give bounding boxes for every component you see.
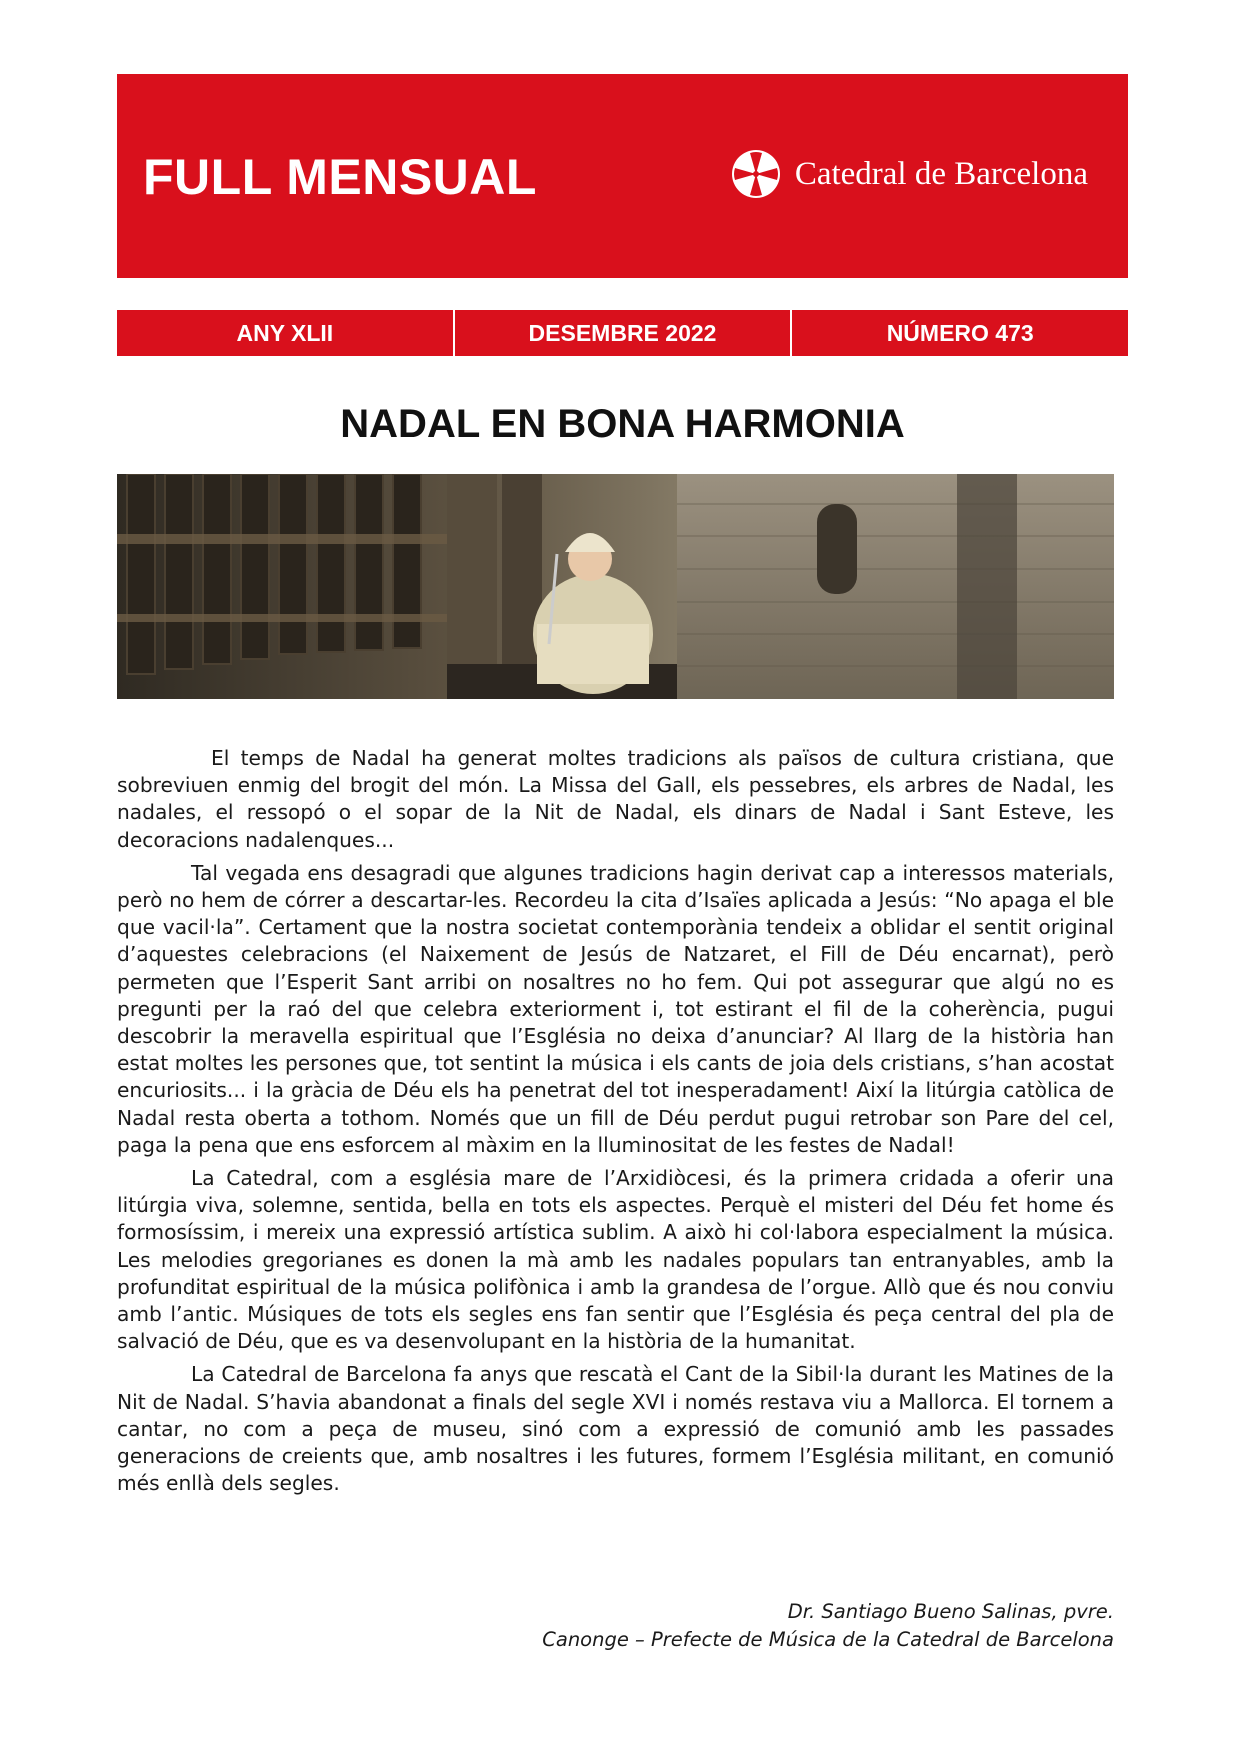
article-body <box>117 745 1114 1503</box>
article-photo <box>117 474 1114 699</box>
brand <box>731 148 1088 200</box>
paragraph: El temps de Nadal ha generat moltes tradicions als països de cultura cristiana, que sobreviuen enmig del brogit del món. La Missa del Gall, els pessebres, els arbres de Nadal, les nadales, el ressopó o el sopar de la Nit de Nadal, els dinars de Nadal i Sant Esteve, les decoracions nadalenques... <box>117 746 1114 852</box>
issue-info-bar <box>117 310 1128 356</box>
paragraph: La Catedral, com a església mare de l’Arxidiòcesi, és la primera cridada a oferir una litúrgia viva, solemne, sentida, bella en tots els aspectes. Perquè el misteri del Déu fet home és formosíssim, i mereix una expressió artística sublim. A això hi col·labora especialment la música. Les melodies gregorianes es donen la mà amb les nadales populars tan entranyables, amb la profunditat espiritual de la música polifònica i amb la grandesa de l’orgue. Allò que és nou conviu amb l’antic. Músiques de tots els segles ens fan sentir que l’Església és peça central del pla de salvació de Déu, que es va desenvolupant en la història de la humanitat. <box>117 1166 1114 1354</box>
issue-year: ANY XLII <box>117 310 455 356</box>
cross-icon <box>731 149 781 199</box>
author-role: Canonge – Prefecte de Música de la Catedral de Barcelona <box>542 1628 1114 1651</box>
signature <box>542 1598 1114 1654</box>
issue-date: DESEMBRE 2022 <box>455 310 793 356</box>
brand-name: Catedral de Barcelona <box>794 155 1088 192</box>
author-name: Dr. Santiago Bueno Salinas, pvre. <box>787 1600 1114 1623</box>
header-banner <box>117 74 1128 278</box>
publication-title: FULL MENSUAL <box>143 149 537 205</box>
issue-number: NÚMERO 473 <box>886 319 1034 346</box>
paragraph: La Catedral de Barcelona fa anys que rescatà el Cant de la Sibil·la durant les Matines de la Nit de Nadal. S’havia abandonat a finals del segle XVI i només restava viu a Mallorca. El tornem a cantar, no com a peça de museu, sinó com a expressió de comunió amb les passades generacions de creients que, amb nosaltres i les futures, formem l’Església militant, en comunió més enllà dels segles. <box>117 1362 1114 1496</box>
paragraph: Tal vegada ens desagradi que algunes tradicions hagin derivat cap a interessos materials, però no hem de córrer a descartar-les. Recordeu la cita d’Isaïes aplicada a Jesús: “No apaga el ble que vacil·la”. Certament que la nostra societat contemporània tendeix a oblidar el sentit original d’aquestes celebracions (el Naixement de Jesús de Natzaret, el Fill de Déu encarnat), però permeten que l’Esperit Sant arribi on nosaltres no ho fem. Qui pot assegurar que algú no es pregunti per la raó del que celebra exteriorment i, tot estirant el fil de la coherència, pugui descobrir la meravella espiritual que l’Església no deixa d’anunciar? Al llarg de la història han estat moltes les persones que, tot sentint la música i els cants de joia dels cristians, s’han acostat encuriosits... i la gràcia de Déu els ha penetrat del tot inesperadament! Així la litúrgia catòlica de Nadal resta oberta a tothom. Només que un fill de Déu perdut pugui retrobar son Pare del cel, paga la pena que ens esforcem al màxim en la lluminositat de les festes de Nadal! <box>117 860 1114 1157</box>
article-title: NADAL EN BONA HARMONIA <box>340 402 905 446</box>
